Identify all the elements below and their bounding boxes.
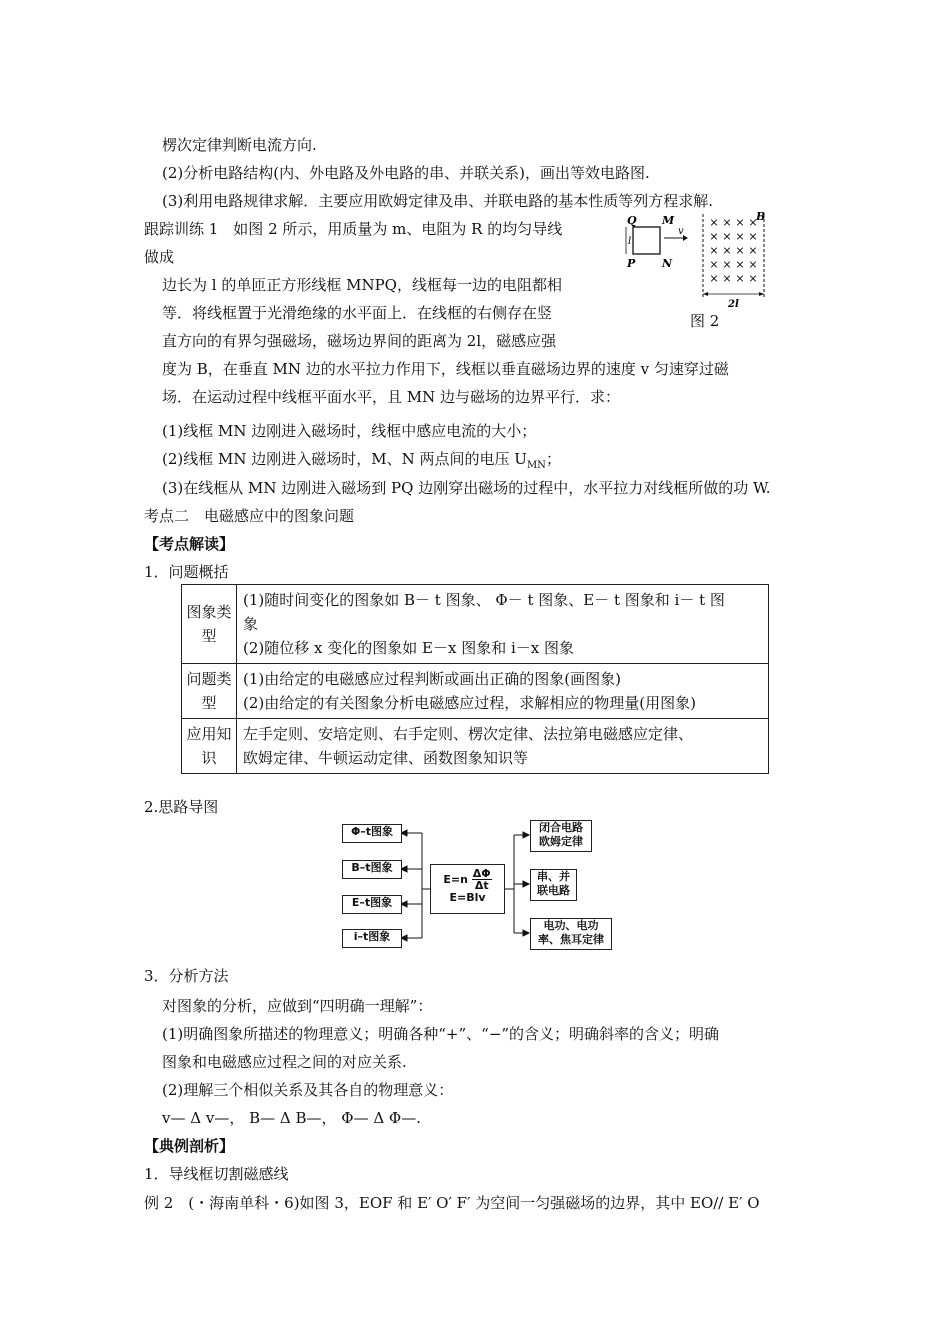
table-cell-line: (2)由给定的有关图象分析电磁感应过程，求解相应的物理量(用图象) [243, 694, 696, 712]
table-cell [237, 585, 769, 664]
text-line: 场．在运动过程中线框平面水平，且 MN 边与磁场的边界平行．求： [162, 388, 621, 406]
table-row [182, 719, 769, 774]
text-line: 边长为 l 的单匝正方形线框 MNPQ，线框每一边的电阻都相 [162, 276, 562, 294]
table-head-cell: 问题类型 [182, 664, 237, 719]
formula-prefix: E=n [443, 873, 468, 886]
text-line: 对图象的分析，应做到“四明确一理解”： [162, 997, 433, 1015]
question-3: (3)在线框从 MN 边刚进入磁场到 PQ 边刚穿出磁场的过程中，水平拉力对线框所做的功 W. [162, 479, 771, 497]
field-cross-mark: × [748, 272, 758, 285]
table-cell-line: (2)随位移 x 变化的图象如 E－x 图象和 i－x 图象 [243, 639, 574, 657]
question-1: (1)线框 MN 边刚进入磁场时，线框中感应电流的大小； [162, 422, 537, 440]
table-row [182, 664, 769, 719]
node-line: 欧姆定律 [539, 835, 583, 848]
label-b: B [756, 210, 766, 223]
field-cross-mark: × [748, 258, 758, 271]
text-line: (2)分析电路结构(内、外电路及外电路的串、并联关系)，画出等效电路图. [162, 164, 650, 182]
subscript-mn: MN [526, 460, 546, 471]
formula-faraday [431, 868, 504, 891]
text-line: (2)理解三个相似关系及其各自的物理意义： [162, 1081, 454, 1099]
concept-table [181, 584, 769, 774]
field-cross-mark: × [709, 216, 719, 229]
mindmap-center-formula [430, 864, 505, 914]
field-cross-mark: × [709, 272, 719, 285]
text-line: 图象和电磁感应过程之间的对应关系. [162, 1053, 407, 1071]
node-line: 联电路 [537, 884, 570, 897]
mindmap-node-i-t: i–t图象 [342, 929, 402, 948]
node-line: 闭合电路 [539, 821, 583, 834]
field-cross-mark: × [735, 216, 745, 229]
mindmap-node-e-t: E–t图象 [342, 895, 402, 914]
mindmap-diagram [340, 820, 620, 955]
table-head-cell: 应用知识 [182, 719, 237, 774]
text-line: v— Δ v—， B— Δ B—， Φ— Δ Φ—. [162, 1109, 421, 1127]
text-line: 直方向的有界匀强磁场，磁场边界间的距离为 2l，磁感应强 [162, 332, 557, 350]
table-row [182, 585, 769, 664]
section-heading: 考点二 电磁感应中的图象问题 [144, 507, 355, 525]
field-cross-mark: × [722, 258, 732, 271]
label-v: v [678, 226, 684, 237]
question-2-text: (2)线框 MN 边刚进入磁场时，M、N 两点间的电压 U [162, 450, 527, 468]
exercise-heading: 跟踪训练 1 如图 2 所示，用质量为 m、电阻为 R 的均匀导线 [144, 220, 563, 238]
formula-blv: E=Blv [449, 891, 486, 904]
figure-2-caption: 图 2 [690, 312, 720, 330]
mindmap-node-circuit [530, 869, 577, 901]
label-q: Q [627, 214, 637, 227]
label-n: N [662, 257, 673, 270]
table-cell [237, 664, 769, 719]
field-cross-mark: × [709, 244, 719, 257]
item-heading: 1．问题概括 [144, 563, 229, 581]
question-2 [162, 449, 561, 476]
field-cross-mark: × [748, 230, 758, 243]
label-m: M [662, 214, 675, 227]
fraction-numerator: ΔΦ [472, 867, 491, 880]
text-line: (1)明确图象所描述的物理意义；明确各种“+”、“−”的含义；明确斜率的含义；明确 [162, 1025, 720, 1043]
table-cell-line: (1)由给定的电磁感应过程判断或画出正确的图象(画图象) [243, 670, 621, 688]
formula-fraction [472, 868, 492, 891]
label-l: l [628, 236, 632, 247]
field-cross-mark: × [722, 230, 732, 243]
node-line: 率、焦耳定律 [538, 933, 604, 946]
item-heading: 1．导线框切割磁感线 [144, 1165, 289, 1183]
field-cross-mark: × [722, 244, 732, 257]
subsection-heading: 【考点解读】 [144, 535, 235, 553]
text-line: 楞次定律判断电流方向. [162, 136, 317, 154]
table-head-cell: 图象类型 [182, 585, 237, 664]
mindmap-node-b-t: B–t图象 [342, 860, 402, 879]
field-cross-mark: × [722, 272, 732, 285]
subsection-heading: 【典例剖析】 [144, 1137, 235, 1155]
field-cross-mark: × [735, 230, 745, 243]
table-cell-line: 象 [243, 615, 259, 633]
text-line: 等．将线框置于光滑绝缘的水平面上．在线框的右侧存在竖 [162, 304, 553, 322]
text-line: (3)利用电路规律求解．主要应用欧姆定律及串、并联电路的基本性质等列方程求解. [162, 192, 714, 210]
table-cell [237, 719, 769, 774]
magnetic-field-crosses [709, 216, 757, 285]
item-heading: 3．分析方法 [144, 967, 229, 985]
mindmap-node-ohm [530, 820, 592, 852]
node-line: 电功、电功 [543, 919, 599, 932]
example-heading: 例 2 (・海南单科・6)如图 3，EOF 和 E′ O′ F′ 为空间一匀强磁场的边界，其中 EO// E′ O [144, 1194, 760, 1212]
mindmap-node-phi-t: Φ–t图象 [342, 824, 402, 843]
table-cell-line: (1)随时间变化的图象如 B－ t 图象、 Φ－ t 图象、E－ t 图象和 i－ t 图 [243, 591, 725, 609]
item-heading: 2.思路导图 [144, 798, 219, 816]
table-cell-line: 欧姆定律、牛顿运动定律、函数图象知识等 [243, 749, 529, 767]
mindmap-node-power [530, 918, 612, 950]
text-line: 度为 B，在垂直 MN 边的水平拉力作用下，线框以垂直磁场边界的速度 v 匀速穿过磁 [162, 360, 729, 378]
field-cross-mark: × [709, 258, 719, 271]
field-cross-mark: × [735, 258, 745, 271]
question-2-end: ； [545, 450, 561, 468]
field-cross-mark: × [709, 230, 719, 243]
fraction-denominator: Δt [474, 879, 489, 892]
label-2l: 2l [728, 299, 739, 310]
table-cell-line: 左手定则、安培定则、右手定则、楞次定律、法拉第电磁感应定律、 [243, 725, 694, 743]
field-cross-mark: × [748, 216, 758, 229]
field-cross-mark: × [722, 216, 732, 229]
label-p: P [627, 257, 636, 270]
field-cross-mark: × [748, 244, 758, 257]
field-cross-mark: × [735, 244, 745, 257]
field-cross-mark: × [735, 272, 745, 285]
text-line: 做成 [144, 248, 175, 266]
node-line: 串、并 [537, 870, 570, 883]
